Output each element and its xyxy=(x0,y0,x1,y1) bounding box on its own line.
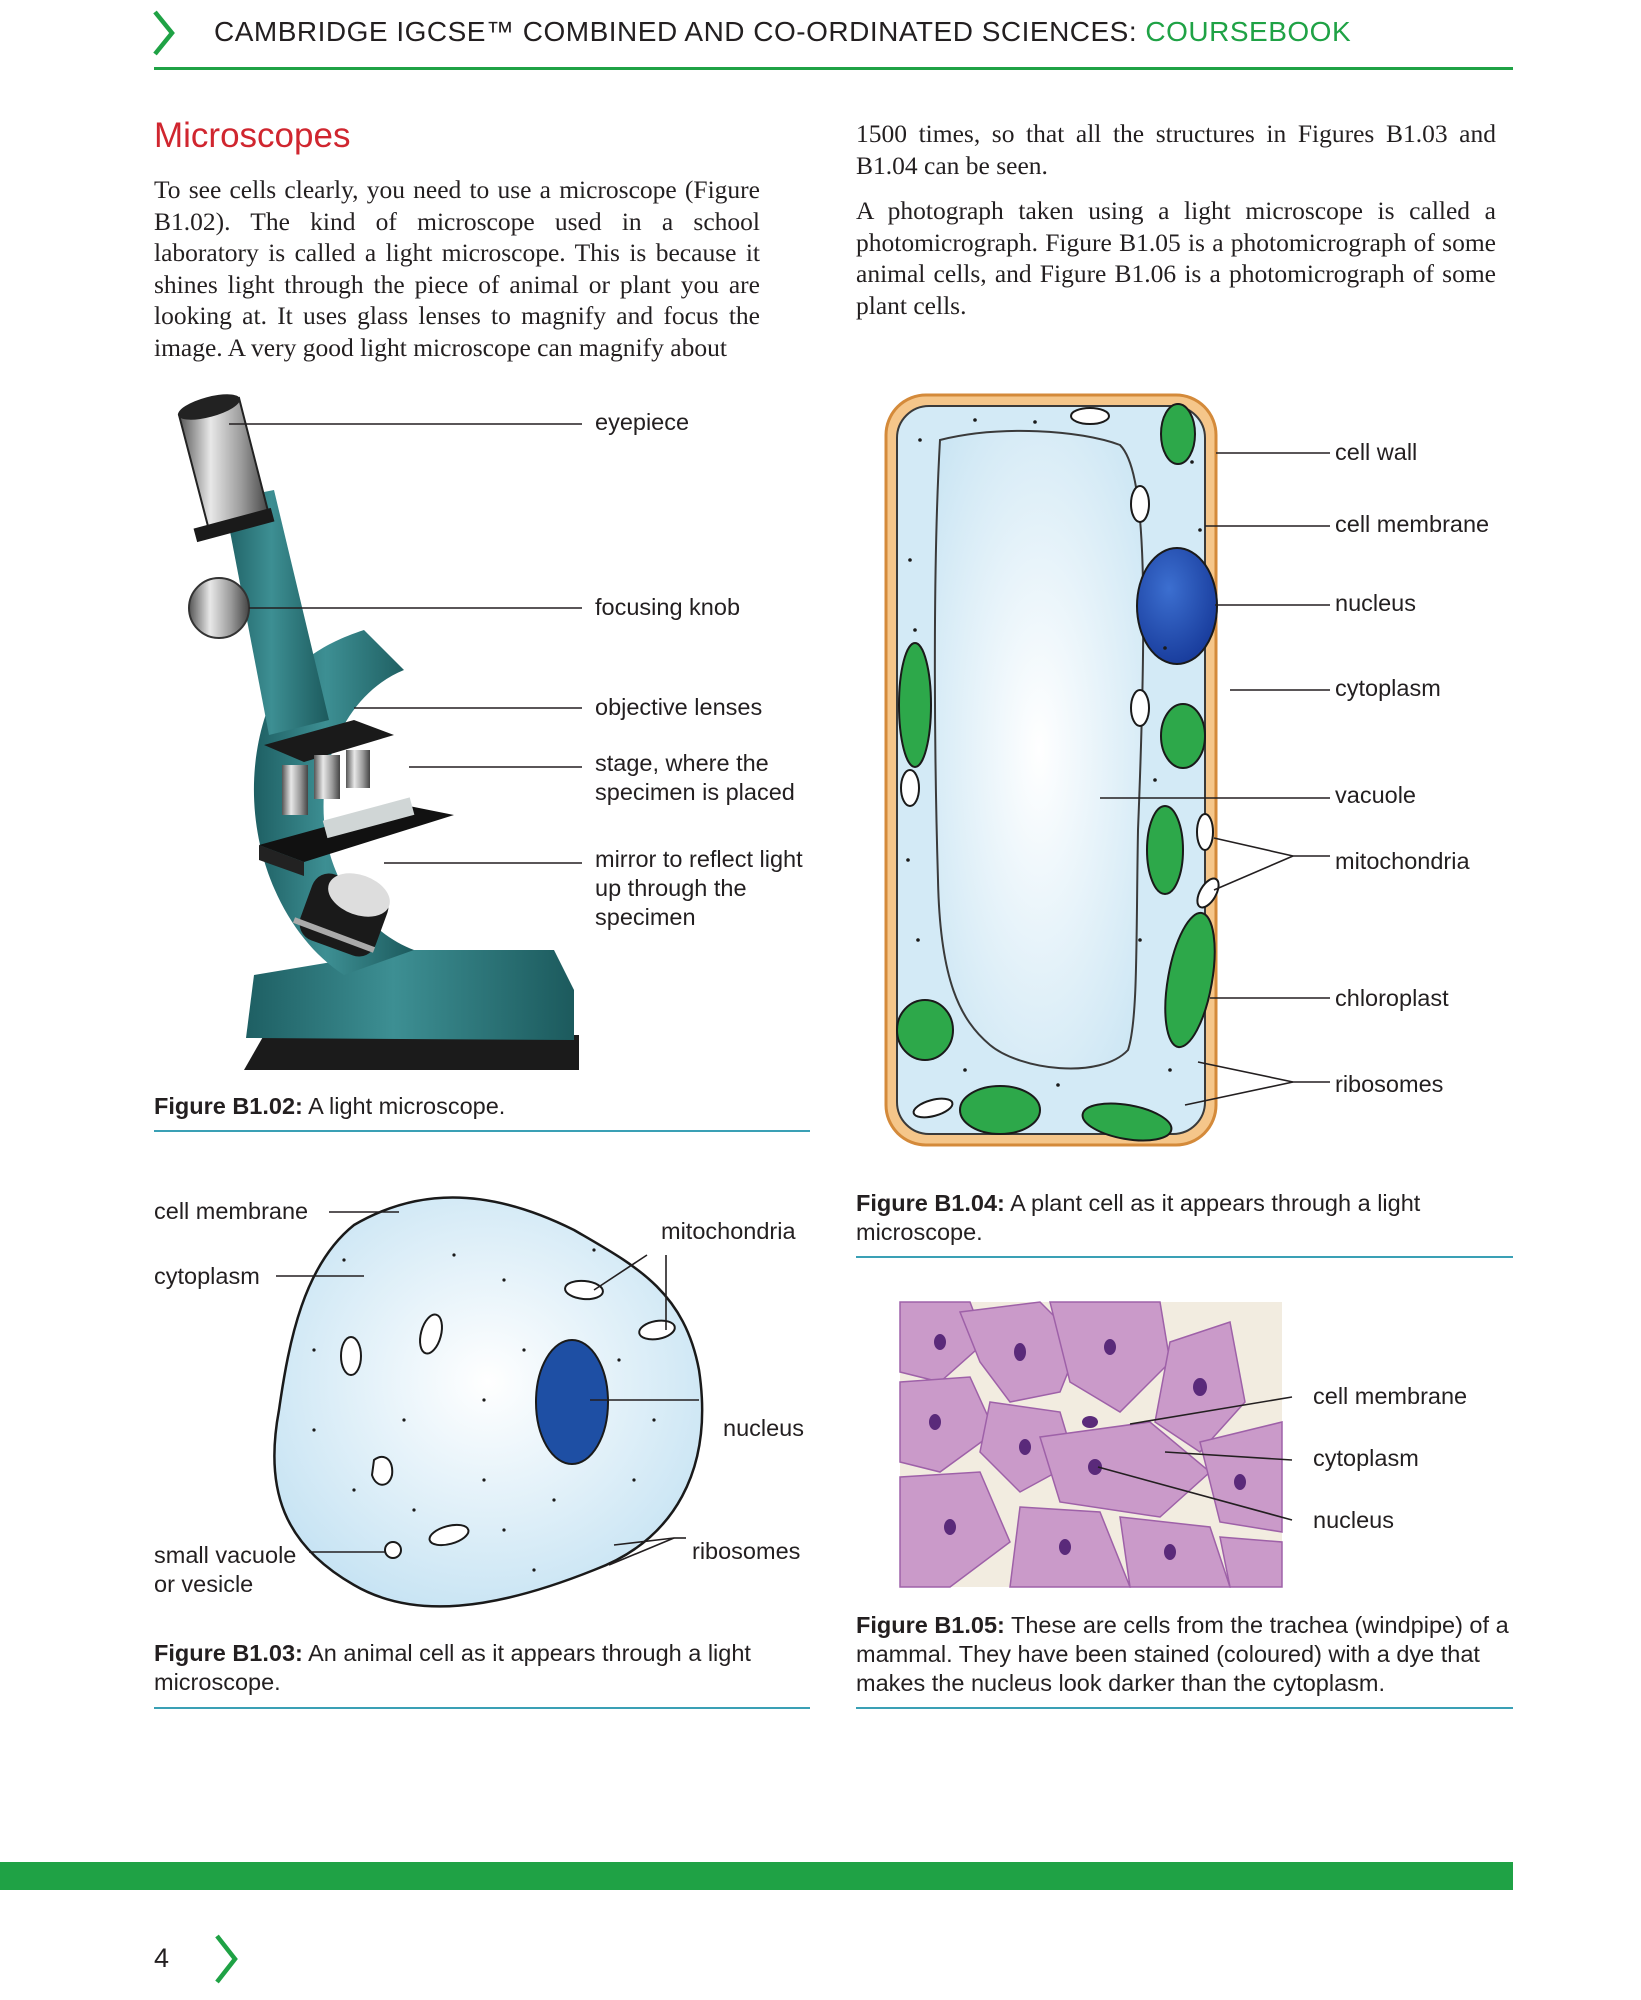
figure-caption xyxy=(154,1092,804,1121)
figure-rule xyxy=(856,1707,1513,1709)
header-title-accent: COURSEBOOK xyxy=(1145,16,1352,47)
nucleus xyxy=(1137,548,1217,664)
focusing-knob xyxy=(189,578,249,638)
header-title: CAMBRIDGE IGCSE™ COMBINED AND CO-ORDINATED SCIENCES: xyxy=(214,16,1146,47)
paragraph: 1500 times, so that all the structures in Figures B1.03 and B1.04 can be seen. xyxy=(856,119,1496,180)
label-nucleus: nucleus xyxy=(1335,590,1416,616)
label-small-vacuole: small vacuole or vesicle xyxy=(154,1542,297,1597)
label-cytoplasm: cytoplasm xyxy=(154,1263,260,1289)
footer-chevron-icon xyxy=(212,1932,242,1987)
label-stage: stage, where the specimen is placed xyxy=(595,750,795,805)
figure-rule xyxy=(154,1707,810,1709)
header-chevron-icon xyxy=(150,8,180,58)
label-mitochondria: mitochondria xyxy=(661,1218,796,1244)
header-rule xyxy=(154,67,1513,70)
label-eyepiece: eyepiece xyxy=(595,409,690,435)
chloroplast xyxy=(960,1086,1040,1134)
paragraph: A photograph taken using a light microscope is called a photomicrograph. Figure B1.05 is a photomicrograph of some animal cells, and Figure B1.06 is a photomicrograph of some plant cells. xyxy=(856,196,1496,320)
mitochondrion xyxy=(901,770,919,806)
figure-caption xyxy=(856,1189,1496,1247)
mitochondrion xyxy=(1131,690,1149,726)
objective-lens xyxy=(346,750,370,788)
caption-label: Figure B1.02: xyxy=(154,1093,303,1119)
figure-rule xyxy=(154,1130,810,1132)
figure-caption xyxy=(856,1611,1513,1698)
label-cell-membrane: cell membrane xyxy=(1335,511,1490,537)
caption-label: Figure B1.05: xyxy=(856,1612,1005,1638)
label-focusing-knob: focusing knob xyxy=(595,594,741,620)
small-vacuole xyxy=(372,1457,392,1485)
vacuole xyxy=(935,431,1143,1069)
nucleus xyxy=(536,1340,608,1464)
chloroplast xyxy=(1161,404,1195,464)
objective-lens xyxy=(282,765,308,815)
paragraph: To see cells clearly, you need to use a microscope (Figure B1.02). The kind of microscope used in a school laboratory is called a light microscope. This is because it shines light through the piece of animal or plant you are looking at. It uses glass lenses to magnify and focus the image. A very good light microscope can magnify about xyxy=(154,175,760,362)
label-nucleus: nucleus xyxy=(1313,1507,1394,1533)
label-cytoplasm: cytoplasm xyxy=(1313,1445,1419,1471)
figure-caption xyxy=(154,1639,804,1697)
figure-rule xyxy=(856,1256,1513,1258)
body-column-right xyxy=(856,118,1496,335)
label-nucleus: nucleus xyxy=(723,1415,804,1441)
label-ribosomes: ribosomes xyxy=(692,1538,801,1564)
microscope-illustration xyxy=(154,390,754,1070)
cell-membrane xyxy=(274,1198,702,1607)
label-cell-membrane: cell membrane xyxy=(1313,1383,1468,1409)
chloroplast xyxy=(1147,806,1183,894)
mitochondrion xyxy=(1071,408,1109,424)
running-header xyxy=(214,16,1351,48)
label-mitochondria: mitochondria xyxy=(1335,848,1470,874)
label-cell-wall: cell wall xyxy=(1335,439,1418,465)
caption-text: A plant cell as it appears through a light microscope. xyxy=(856,1190,1421,1245)
chloroplast xyxy=(897,1000,953,1060)
caption-label: Figure B1.04: xyxy=(856,1190,1005,1216)
body-column-left xyxy=(154,174,760,377)
caption-text: A light microscope. xyxy=(302,1093,506,1119)
label-vacuole: vacuole xyxy=(1335,782,1416,808)
caption-text: These are cells from the trachea (windpipe) of a mammal. They have been stained (coloured) with a dye that makes the nucleus look darker than the cytoplasm. xyxy=(856,1612,1509,1696)
page-number: 4 xyxy=(154,1943,170,1973)
label-cell-membrane: cell membrane xyxy=(154,1198,309,1224)
plant-cell-diagram xyxy=(880,380,1500,1160)
section-heading: Microscopes xyxy=(154,116,351,155)
label-cytoplasm: cytoplasm xyxy=(1335,675,1441,701)
label-objective-lenses: objective lenses xyxy=(595,694,763,720)
microscope-base xyxy=(244,1035,579,1070)
label-chloroplast: chloroplast xyxy=(1335,985,1449,1011)
caption-label: Figure B1.03: xyxy=(154,1640,303,1666)
label-ribosomes: ribosomes xyxy=(1335,1071,1444,1097)
mitochondrion xyxy=(341,1337,361,1375)
mitochondrion xyxy=(1197,814,1213,850)
caption-text: An animal cell as it appears through a light microscope. xyxy=(154,1640,751,1695)
footer-bar xyxy=(0,1862,1513,1890)
chloroplast xyxy=(1161,704,1205,768)
chloroplast xyxy=(899,643,931,767)
mitochondrion xyxy=(1131,486,1149,522)
label-mirror: mirror to reflect light up through the specimen xyxy=(595,846,803,930)
objective-lens xyxy=(314,755,340,799)
